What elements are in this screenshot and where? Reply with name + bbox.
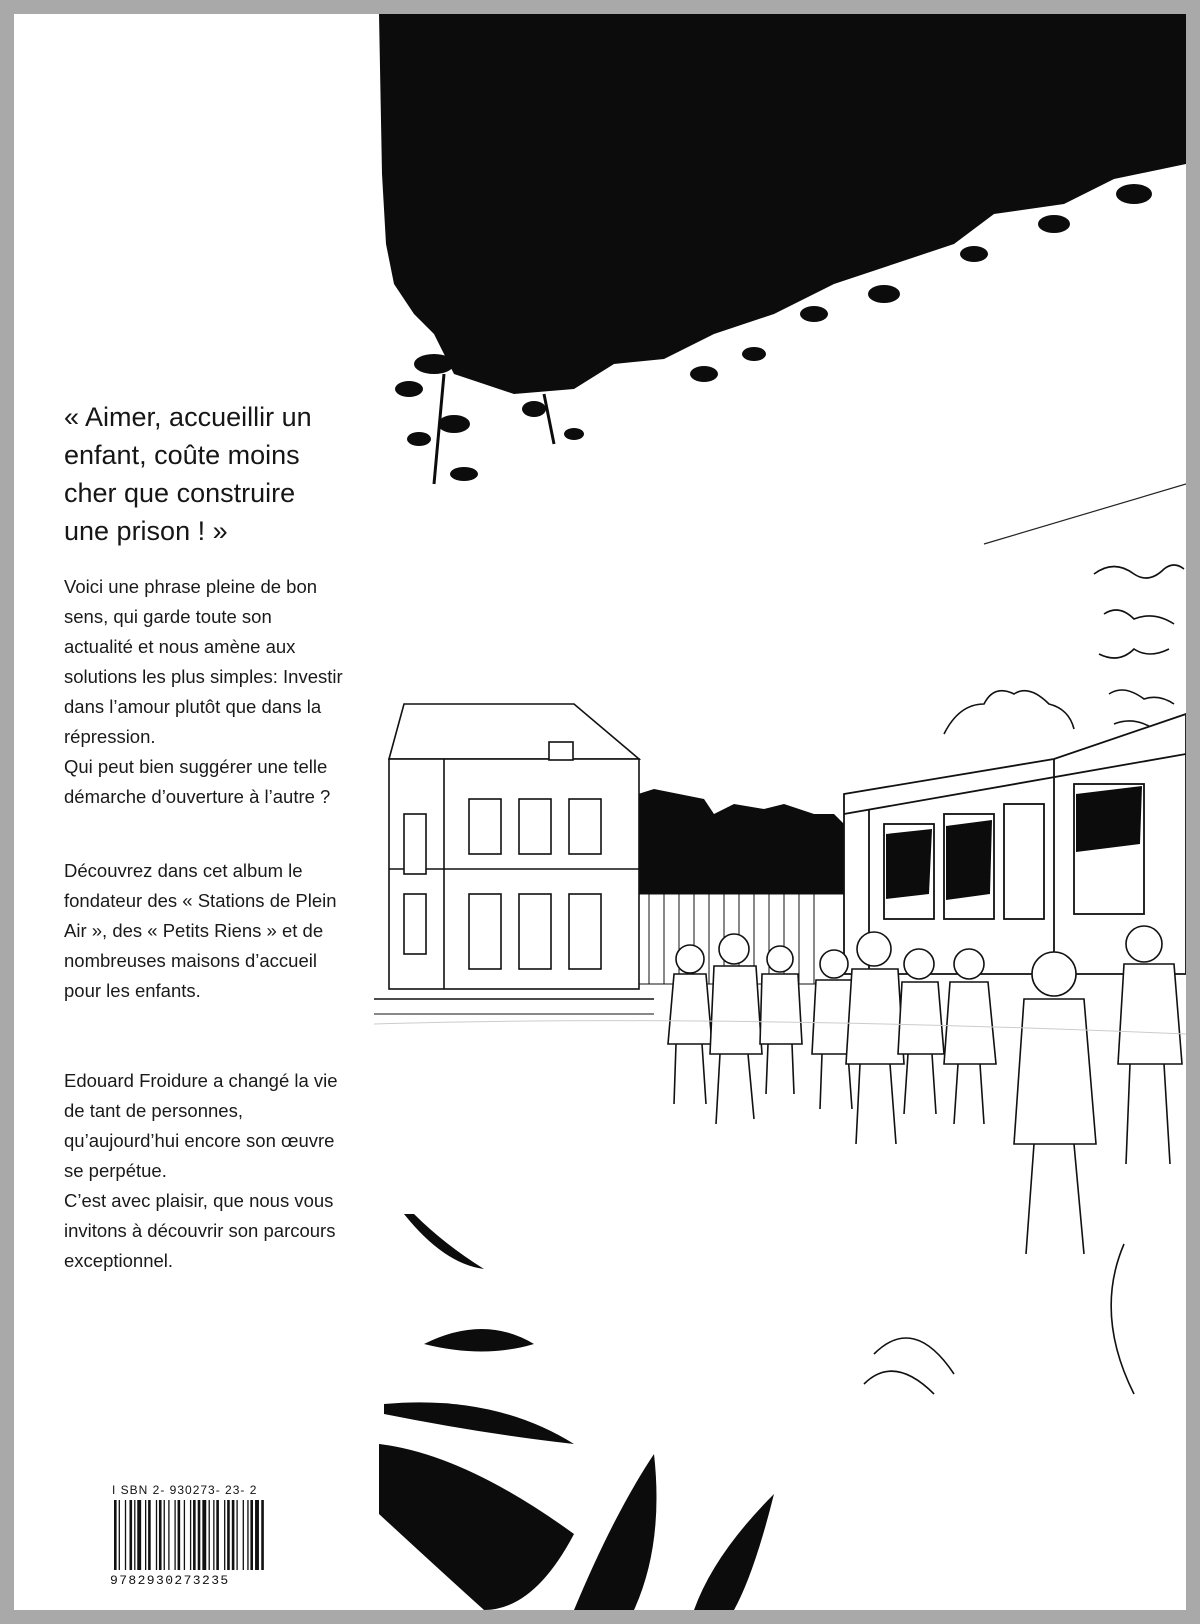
blurb-line: pour les enfants. bbox=[64, 980, 201, 1001]
blurb-line: démarche d’ouverture à l’autre ? bbox=[64, 786, 331, 807]
blurb-line: Voici une phrase pleine de bon bbox=[64, 576, 318, 597]
foliage-top bbox=[379, 14, 1186, 484]
cover-illustration bbox=[14, 14, 1186, 1610]
quote-line: enfant, coûte moins bbox=[64, 440, 300, 470]
barcode-bar bbox=[137, 1500, 141, 1570]
children-group bbox=[668, 926, 1182, 1254]
blurb-line: sens, qui garde toute son bbox=[64, 606, 272, 627]
blurb-line: se perpétue. bbox=[64, 1160, 167, 1181]
barcode-bar bbox=[114, 1500, 117, 1570]
cover-quote bbox=[64, 398, 404, 550]
blurb-paragraph-3 bbox=[64, 1066, 394, 1276]
barcode-bar bbox=[145, 1500, 146, 1570]
barcode-bar bbox=[243, 1500, 244, 1570]
isbn-label: I SBN 2- 930273- 23- 2 bbox=[112, 1483, 258, 1497]
barcode-bar bbox=[232, 1500, 235, 1570]
blurb-line: Edouard Froidure a changé la vie bbox=[64, 1070, 338, 1091]
barcode-bar bbox=[198, 1500, 201, 1570]
barcode-bar bbox=[209, 1500, 210, 1570]
barcode-bar bbox=[130, 1500, 133, 1570]
barcode-bar bbox=[227, 1500, 230, 1570]
barcode-bar bbox=[119, 1500, 120, 1570]
barcode-bar bbox=[250, 1500, 253, 1570]
blurb-line: Air », des « Petits Riens » et de bbox=[64, 920, 324, 941]
blurb-paragraph-1 bbox=[64, 572, 394, 812]
barcode-bar bbox=[168, 1500, 169, 1570]
barcode-bar bbox=[247, 1500, 248, 1570]
blurb-line: exceptionnel. bbox=[64, 1250, 174, 1271]
blurb-line: qu’aujourd’hui encore son œuvre bbox=[64, 1130, 335, 1151]
barcode-bar bbox=[184, 1500, 185, 1570]
blurb-line: C’est avec plaisir, que nous vous bbox=[64, 1190, 334, 1211]
barcode-bar bbox=[148, 1500, 151, 1570]
barcode-bar bbox=[193, 1500, 196, 1570]
blurb-line: dans l’amour plutôt que dans la bbox=[64, 696, 322, 717]
blurb-line: de tant de personnes, bbox=[64, 1100, 243, 1121]
barcode-bar bbox=[236, 1500, 237, 1570]
ean-number: 9782930273235 bbox=[110, 1573, 230, 1588]
blurb-paragraph-2 bbox=[64, 856, 394, 1006]
blurb-line: actualité et nous amène aux bbox=[64, 636, 296, 657]
isbn-barcode bbox=[106, 1483, 309, 1589]
barcode-bar bbox=[202, 1500, 206, 1570]
blurb-line: Qui peut bien suggérer une telle bbox=[64, 756, 328, 777]
blurb-line: répression. bbox=[64, 726, 156, 747]
blurb-line: Découvrez dans cet album le bbox=[64, 860, 303, 881]
barcode-bar bbox=[156, 1500, 157, 1570]
back-cover bbox=[14, 14, 1186, 1610]
barcode-bar bbox=[174, 1500, 175, 1570]
tree-right bbox=[944, 565, 1184, 734]
barcode-bar bbox=[164, 1500, 165, 1570]
barcode-bar bbox=[125, 1500, 126, 1570]
blurb-line: nombreuses maisons d’accueil bbox=[64, 950, 317, 971]
barcode-bar bbox=[213, 1500, 214, 1570]
blurb-line: solutions les plus simples: Investir bbox=[64, 666, 343, 687]
barcode-bar bbox=[190, 1500, 191, 1570]
blurb-line: invitons à découvrir son parcours bbox=[64, 1220, 336, 1241]
barcode-bar bbox=[134, 1500, 135, 1570]
quote-line: une prison ! » bbox=[64, 516, 228, 546]
blurb-line: fondateur des « Stations de Plein bbox=[64, 890, 337, 911]
barcode-bar bbox=[178, 1500, 181, 1570]
barcode-bar bbox=[255, 1500, 259, 1570]
barcode-bar bbox=[261, 1500, 264, 1570]
quote-line: cher que construire bbox=[64, 478, 296, 508]
barcode-bar bbox=[216, 1500, 219, 1570]
foliage-bottom bbox=[379, 1214, 774, 1610]
barcode-bar bbox=[224, 1500, 225, 1570]
barcode-bar bbox=[159, 1500, 162, 1570]
quote-line: « Aimer, accueillir un bbox=[64, 402, 312, 432]
house bbox=[389, 704, 639, 989]
